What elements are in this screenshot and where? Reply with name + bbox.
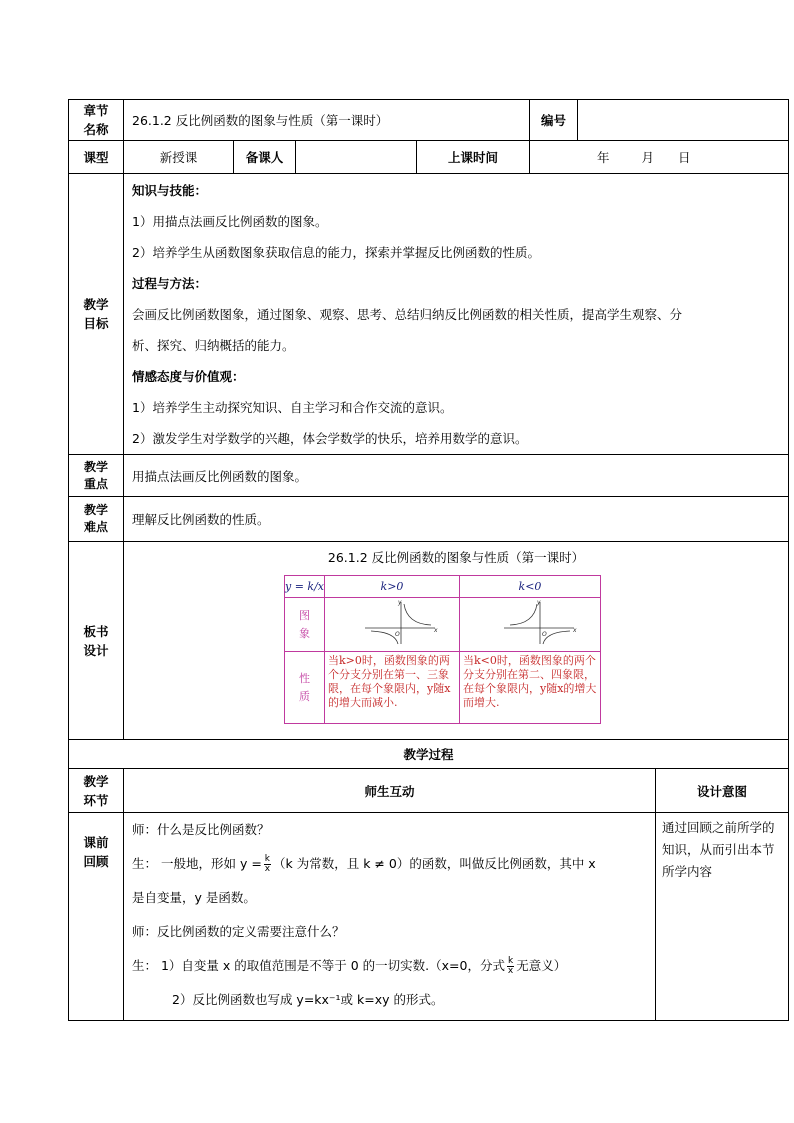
answer-1-part-a: 生： 一般地，形如 y = bbox=[132, 856, 262, 871]
year-label: 年 bbox=[597, 150, 610, 165]
process-item-1: 会画反比例函数图象，通过图象、观察、思考、总结归纳反比例函数的相关性质，提高学生观察、分 bbox=[132, 307, 683, 322]
review-label: 课前 回顾 bbox=[69, 813, 124, 1021]
preparer-label: 备课人 bbox=[234, 141, 296, 174]
col-k-negative: k<0 bbox=[460, 576, 601, 598]
axis-y-label: y bbox=[398, 599, 402, 606]
branch-q3 bbox=[371, 631, 398, 644]
origin-label: O bbox=[395, 631, 400, 638]
hyperbola-positive-graph bbox=[325, 598, 459, 648]
process-item-2: 析、探究、归纳概括的能力。 bbox=[132, 338, 295, 353]
emotion-item-2: 2）激发学生对学数学的兴趣，体会学数学的快乐，培养用数学的意识。 bbox=[132, 431, 528, 446]
teacher-question-1: 师：什么是反比例函数？ bbox=[132, 822, 270, 837]
branch-q4 bbox=[543, 631, 570, 644]
emotion-item-1: 1）培养学生主动探究知识、自主学习和合作交流的意识。 bbox=[132, 400, 453, 415]
key-point-label: 教学 重点 bbox=[69, 455, 124, 497]
property-k-negative: 当k<0时，函数图象的两个分支分别在第二、四象限，在每个象限内，y随x的增大而增大. bbox=[460, 652, 601, 724]
origin-label: O bbox=[542, 631, 547, 638]
student-answer-2 bbox=[124, 949, 655, 983]
graph-k-negative bbox=[460, 598, 601, 652]
answer-2-part-b: 无意义） bbox=[516, 958, 567, 973]
preparer-value bbox=[296, 141, 417, 174]
row-prop-label: 性 质 bbox=[285, 652, 325, 724]
chapter-label: 章节 名称 bbox=[69, 100, 124, 141]
fraction-numerator: k bbox=[264, 854, 271, 864]
type-value: 新授课 bbox=[124, 141, 234, 174]
number-label: 编号 bbox=[530, 100, 578, 141]
col-k-positive: k>0 bbox=[325, 576, 460, 598]
difficulty-value: 理解反比例函数的性质。 bbox=[124, 497, 789, 542]
branch-q2 bbox=[510, 604, 537, 625]
fraction-denominator: x bbox=[507, 966, 514, 976]
interaction-label: 师生互动 bbox=[124, 769, 656, 813]
property-k-positive: 当k>0时，函数图象的两个分支分别在第一、三象限，在每个象限内，y随x的增大而减小. bbox=[325, 652, 460, 724]
branch-q1 bbox=[404, 604, 431, 625]
day-label: 日 bbox=[678, 150, 691, 165]
teacher-question-2: 师：反比例函数的定义需要注意什么？ bbox=[132, 924, 345, 939]
month-label: 月 bbox=[641, 150, 655, 165]
axis-y-label: y bbox=[537, 599, 541, 606]
board-title: 26.1.2 反比例函数的图象与性质（第一课时） bbox=[327, 550, 585, 565]
corner-formula: y = k/x bbox=[285, 576, 325, 598]
time-label: 上课时间 bbox=[417, 141, 530, 174]
key-point-value: 用描点法画反比例函数的图象。 bbox=[124, 455, 789, 497]
review-content bbox=[124, 813, 656, 1021]
goals-label: 教学 目标 bbox=[69, 174, 124, 455]
lesson-plan-table bbox=[68, 99, 789, 1021]
board-content bbox=[124, 542, 789, 740]
hyperbola-negative-graph bbox=[460, 598, 600, 648]
knowledge-title: 知识与技能： bbox=[132, 183, 208, 198]
difficulty-label: 教学 难点 bbox=[69, 497, 124, 542]
type-label: 课型 bbox=[69, 141, 124, 174]
answer-1-part-b: （k 为常数，且 k ≠ 0）的函数，叫做反比例函数，其中 x bbox=[273, 856, 596, 871]
axis-x-label: x bbox=[434, 627, 438, 634]
intent-text: 通过回顾之前所学的知识，从而引出本节所学内容 bbox=[656, 813, 789, 1021]
board-property-table bbox=[284, 575, 601, 724]
axis-x-label: x bbox=[573, 627, 577, 634]
graph-k-positive bbox=[325, 598, 460, 652]
intent-label: 设计意图 bbox=[656, 769, 789, 813]
fraction-numerator: k bbox=[507, 956, 514, 966]
fraction-denominator: x bbox=[264, 864, 271, 874]
emotion-title: 情感态度与价值观： bbox=[132, 369, 245, 384]
student-answer-1-cont: 是自变量，y 是函数。 bbox=[132, 890, 256, 905]
fraction-k-over-x bbox=[264, 855, 271, 874]
board-label: 板书 设计 bbox=[69, 542, 124, 740]
fraction-k-over-x bbox=[507, 957, 514, 976]
row-graph-label: 图 象 bbox=[285, 598, 325, 652]
chapter-name: 26.1.2 反比例函数的图象与性质（第一课时） bbox=[124, 100, 530, 141]
goals-content bbox=[124, 174, 789, 455]
process-title: 教学过程 bbox=[69, 740, 789, 769]
process-title: 过程与方法： bbox=[132, 276, 208, 291]
number-value bbox=[578, 100, 789, 141]
answer-2-part-a: 生： 1）自变量 x 的取值范围是不等于 0 的一切实数.（x=0，分式 bbox=[132, 958, 505, 973]
stage-label: 教学 环节 bbox=[69, 769, 124, 813]
student-answer-1 bbox=[124, 847, 655, 881]
student-answer-2-item-2: 2）反比例函数也写成 y=kx⁻¹或 k=xy 的形式。 bbox=[172, 992, 444, 1007]
knowledge-item-2: 2）培养学生从函数图象获取信息的能力，探索并掌握反比例函数的性质。 bbox=[132, 245, 540, 260]
time-value bbox=[530, 141, 789, 174]
knowledge-item-1: 1）用描点法画反比例函数的图象。 bbox=[132, 214, 328, 229]
